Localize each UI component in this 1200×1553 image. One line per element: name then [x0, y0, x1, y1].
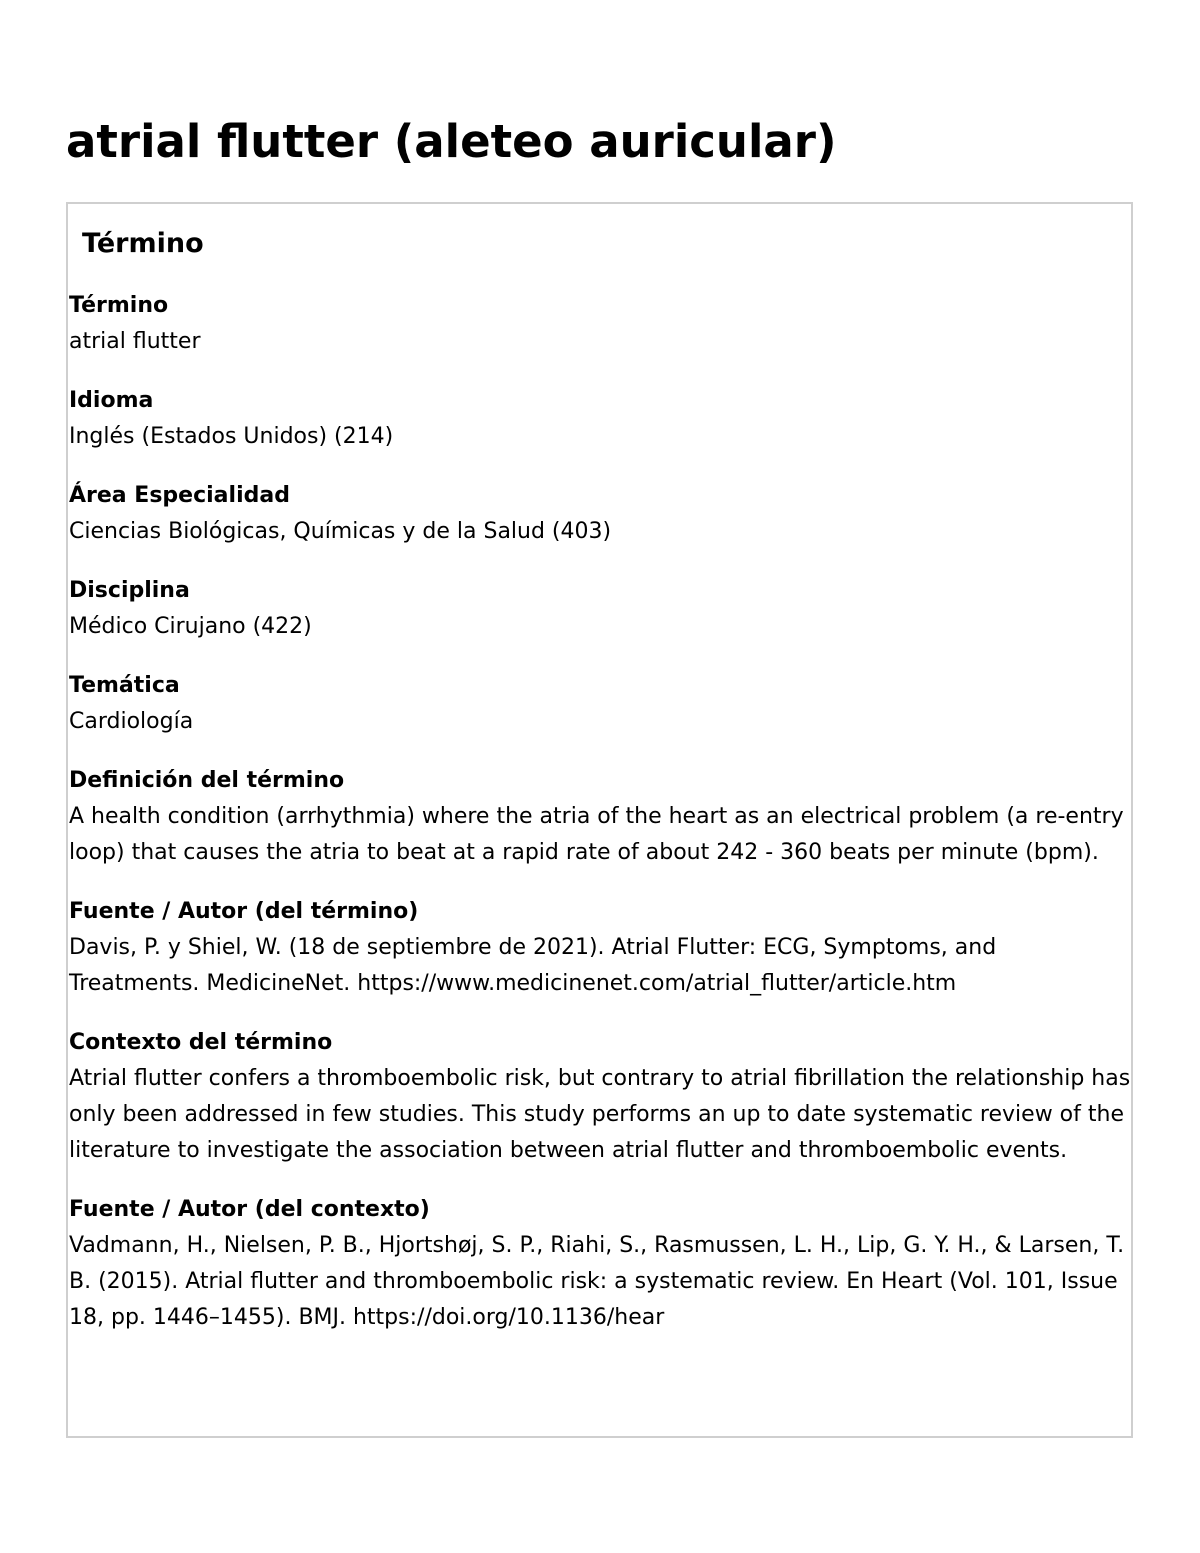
field-context: [69, 1025, 1133, 1169]
field-label: Contexto del término: [69, 1030, 333, 1055]
field-language: [69, 383, 1133, 455]
field-term: [69, 288, 1133, 360]
page-title: atrial flutter (aleteo auricular): [66, 115, 837, 168]
field-discipline: [69, 573, 1133, 645]
field-topic: [69, 668, 1133, 740]
field-value: Cardiología: [69, 709, 194, 734]
field-value: Atrial flutter confers a thromboembolic risk, but contrary to atrial fibrillation the relationship has only been addressed in few studies. This study performs an up to date systematic review of the literature to investigate the association between atrial flutter and thromboembolic events.: [69, 1066, 1131, 1163]
field-label: Definición del término: [69, 768, 345, 793]
field-value: A health condition (arrhythmia) where the atria of the heart as an electrical problem (a re-entry loop) that causes the atria to beat at a rapid rate of about 242 - 360 beats per minute (bpm).: [69, 804, 1124, 865]
field-context-source: [69, 1192, 1133, 1336]
field-term-source: [69, 894, 1133, 1002]
field-specialty-area: [69, 478, 1133, 550]
field-label: Término: [69, 293, 169, 318]
section-heading: Término: [82, 228, 204, 259]
term-fields: [69, 288, 1133, 1359]
field-value: Ciencias Biológicas, Químicas y de la Salud (403): [69, 519, 612, 544]
field-value: Inglés (Estados Unidos) (214): [69, 424, 394, 449]
field-value: Vadmann, H., Nielsen, P. B., Hjortshøj, S. P., Riahi, S., Rasmussen, L. H., Lip, G. Y. H., & Larsen, T. B. (2015). Atrial flutter and thromboembolic risk: a systematic review. En Heart (Vol. 101, Issue 18, pp. 1446–1455). BMJ. https://doi.org/10.1136/hear: [69, 1233, 1125, 1330]
field-value: Davis, P. y Shiel, W. (18 de septiembre de 2021). Atrial Flutter: ECG, Symptoms, and Treatments. MedicineNet. https://www.medicinenet.com/atrial_flutter/article.htm: [69, 935, 997, 996]
field-definition: [69, 763, 1133, 871]
field-label: Fuente / Autor (del contexto): [69, 1197, 430, 1222]
field-value: Médico Cirujano (422): [69, 614, 312, 639]
field-label: Fuente / Autor (del término): [69, 899, 419, 924]
term-record-box: [66, 202, 1133, 1438]
field-label: Disciplina: [69, 578, 190, 603]
field-value: atrial flutter: [69, 329, 201, 354]
field-label: Área Especialidad: [69, 483, 290, 508]
field-label: Idioma: [69, 388, 154, 413]
field-label: Temática: [69, 673, 180, 698]
